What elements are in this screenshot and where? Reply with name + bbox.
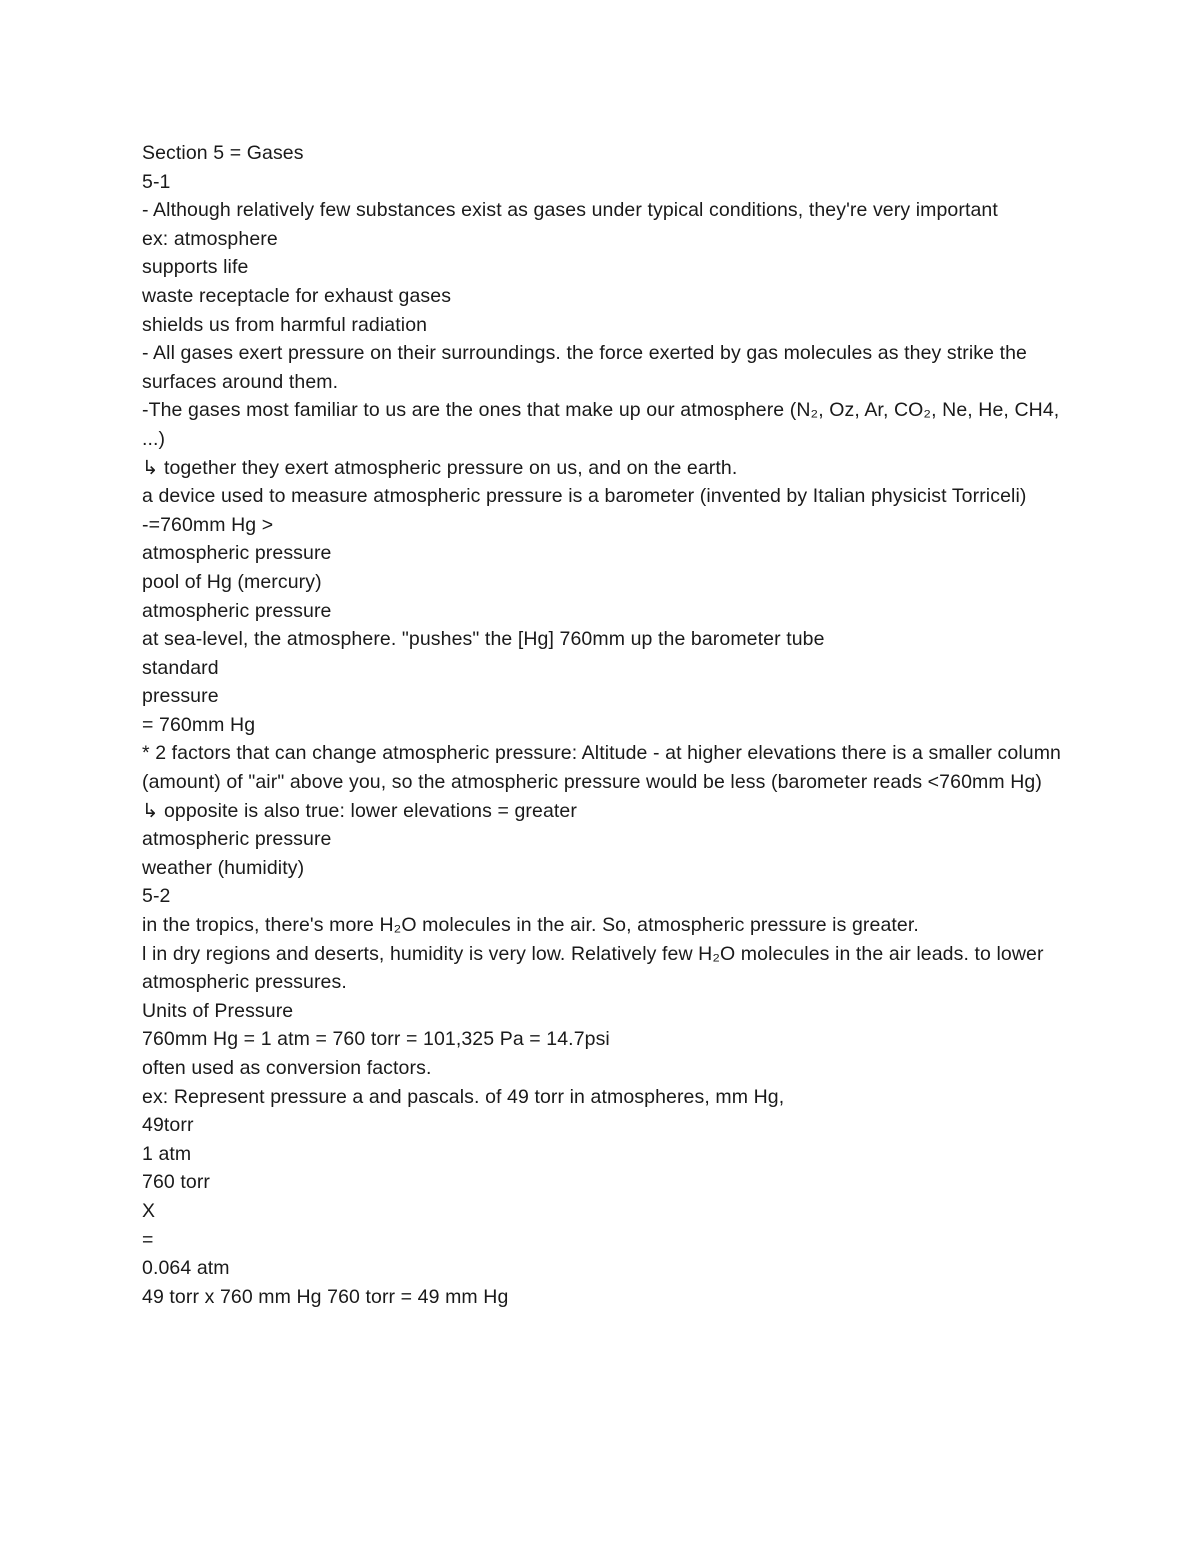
text-line: Units of Pressure [142, 999, 294, 1022]
text-line: 760mm Hg = 1 atm = 760 torr = 101,325 Pa = 14.7psi [142, 1028, 610, 1051]
text-line: -The gases most familiar to us are the ones that make up our atmosphere (N₂, Oz, Ar, CO₂, Ne, He, CH4, ...) [142, 399, 1060, 450]
text-line: pool of Hg (mercury) [142, 570, 322, 593]
text-line: atmospheric pressure [142, 828, 332, 851]
text-line: often used as conversion factors. [142, 1057, 432, 1079]
text-line: 760 torr [142, 1171, 211, 1194]
subsection-heading: 5-2 [142, 885, 171, 908]
text-line: * 2 factors that can change atmospheric pressure: Altitude - at higher elevations there is a smaller column (amount) of "air" above you, so the atmospheric pressure would be less (barometer reads <760mm Hg) [142, 742, 1062, 794]
section-title: Section 5 = Gases [142, 142, 304, 164]
text-line: atmospheric pressure [142, 599, 332, 622]
text-line: in the tropics, there's more H₂O molecules in the air. So, atmospheric pressure is greater. [142, 914, 919, 937]
text-line: 1 atm [142, 1142, 192, 1165]
text-line: supports life [142, 256, 249, 279]
text-line: ex: atmosphere [142, 227, 278, 250]
text-line: -=760mm Hg > [142, 513, 274, 536]
text-line: l in dry regions and deserts, humidity is very low. Relatively few H₂O molecules in the air leads. to lower atmospheric pressures. [142, 942, 1044, 994]
text-line: at sea-level, the atmosphere. "pushes" the [Hg] 760mm up the barometer tube [142, 628, 825, 651]
text-line: 49 torr x 760 mm Hg 760 torr = 49 mm Hg [142, 1285, 509, 1308]
text-line: atmospheric pressure [142, 542, 332, 565]
text-line: ↳ together they exert atmospheric pressure on us, and on the earth. [142, 456, 738, 479]
text-line: ↳ opposite is also true: lower elevations = greater [142, 799, 577, 822]
text-line: ex: Represent pressure a and pascals. of 49 torr in atmospheres, mm Hg, [142, 1085, 785, 1108]
text-line: 49torr [142, 1114, 194, 1137]
text-line: waste receptacle for exhaust gases [142, 284, 452, 307]
text-line: - All gases exert pressure on their surroundings. the force exerted by gas molecules as they strike the surfaces around them. [142, 342, 1027, 393]
text-line: = 760mm Hg [142, 713, 256, 736]
text-line: X [142, 1199, 156, 1222]
text-line: pressure [142, 685, 219, 708]
text-line: = [142, 1228, 154, 1251]
text-line: shields us from harmful radiation [142, 313, 428, 336]
text-line: - Although relatively few substances exist as gases under typical conditions, they're very important [142, 199, 998, 222]
text-line: 0.064 atm [142, 1257, 230, 1280]
document-body [142, 139, 1062, 1311]
text-line: weather (humidity) [142, 856, 305, 879]
text-line: a device used to measure atmospheric pressure is a barometer (invented by Italian physicist Torriceli) [142, 485, 1027, 508]
text-line: standard [142, 656, 219, 679]
subsection-heading: 5-1 [142, 170, 171, 193]
